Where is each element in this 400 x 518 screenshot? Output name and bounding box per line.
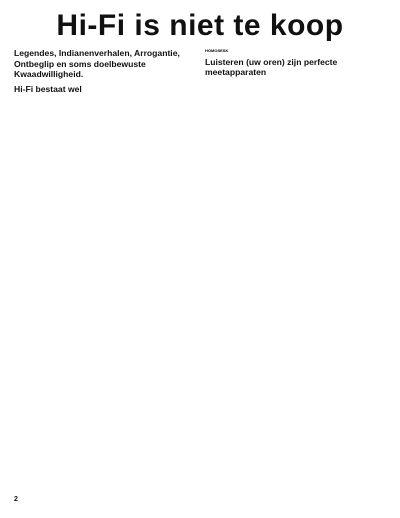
highlight-word: HOMOSESK (205, 48, 229, 53)
highlight-paragraph (205, 48, 386, 53)
article-columns (14, 48, 386, 97)
article-title: Hi-Fi is niet te koop (56, 9, 344, 42)
right-column (205, 48, 386, 97)
article-lead: Legendes, Indianenverhalen, Arrogantie, Ontbeglip en soms doelbewuste Kwaadwilligheid. (14, 48, 180, 79)
page-number: 2 (14, 496, 18, 503)
left-column (14, 48, 195, 97)
section-heading-luisteren: Luisteren (uw oren) zijn perfecte meetapparaten (205, 57, 338, 78)
section-heading-hifi-bestaat: Hi-Fi bestaat wel (14, 83, 82, 94)
